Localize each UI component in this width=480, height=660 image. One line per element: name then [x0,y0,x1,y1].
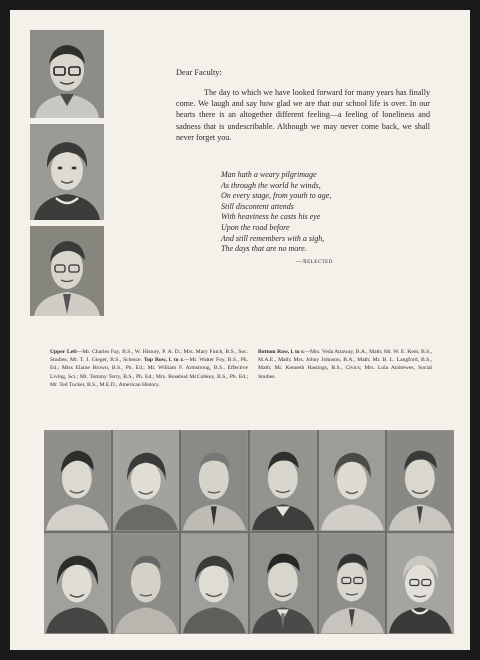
portrait-photo [44,533,111,634]
portrait-upper-left-3 [30,226,104,316]
portrait-photo [44,430,111,531]
caption-upper-left-text: —Mr. Charles Fay, B.S., W. History, P. A. D.; Mrs. Mary Futch, B.S., Soc. Studies; Mr. T. J. Gieger, B.S., Science. [50,349,249,364]
portrait-upper-left-2 [30,124,104,220]
portrait-photo [113,533,180,634]
portrait-photo [30,30,104,118]
portrait-photo [30,226,104,316]
letter-body: The day to which we have looked forward for many years has finally come. We laugh and say how glad we are that our school life is over. In our hearts there is an altogether different feeling—a feeling of loneliness and sadness that is undescribable. Although we may never come back, we shall never forget you. [176,88,430,142]
portrait-photo [387,430,454,531]
portrait-photo [319,533,386,634]
poem-credit: —Selected [296,258,333,265]
portrait-top-row-2 [113,430,180,531]
letter-greeting: Dear Faculty: [176,68,222,77]
portrait-bottom-row-5 [319,533,386,634]
portrait-photo [387,533,454,634]
portrait-photo [250,430,317,531]
caption-upper-left-label: Upper Left [50,349,77,355]
poem-line: With heaviness he casts his eye [221,212,321,222]
poem-line: The days that are no more. [221,244,307,254]
poem-line: As through the world he winds, [221,180,321,190]
caption-top-row-text: —Mr. Walter Foy, B.S., Ph. Ed.; Miss Elaine Brown, B.S., Ph. Ed.; Mr. William F. Armstrong, B.S., Effective Living, Sci.; Mr. Tommy Terry, B.S., Ph. Ed.; Mrs. Rosebud McCobkey, B.S., Ph. Ed.; Mr. Ted Tucker, B.S., M.E.D., American History. [50,357,248,388]
portrait-top-row-1 [44,430,111,531]
caption-bottom-row-label: Bottom Row, l. to r. [258,349,305,355]
poem-line: Upon the road before [221,222,290,232]
portrait-bottom-row-2 [113,533,180,634]
portrait-photo [181,533,248,634]
poem-line: And still remembers with a sigh, [221,233,325,243]
portrait-photo [30,124,104,220]
portrait-bottom-row-3 [181,533,248,634]
portrait-upper-left-1 [30,30,104,118]
poem [221,170,356,255]
portrait-photo [250,533,317,634]
caption-left-column [50,348,248,389]
portrait-photo [181,430,248,531]
faculty-photo-grid [44,430,454,634]
portrait-bottom-row-1 [44,533,111,634]
portrait-top-row-4 [250,430,317,531]
portrait-top-row-5 [319,430,386,531]
caption-top-row-label: Top Row, l. to r. [143,357,184,364]
caption-right-column [258,348,432,381]
yearbook-page [10,10,470,650]
caption-bottom-row-text: —Mrs. Veda Attaway, B.A., Math; Mr. W. E. Kent, B.S., M.A.E., Math; Mrs. Johny Johnson, B.A., Math; Mr. B. L. Langford, B.S., Math; Mr. Kenneth Hastings, B.S., Civics; Mrs. Lola Andrewes, Social Studies. [258,349,432,380]
portrait-photo [113,430,180,531]
poem-line: On every stage, from youth to age, [221,191,332,201]
portrait-bottom-row-4 [250,533,317,634]
poem-line: Still discontent attends [221,201,294,211]
portrait-top-row-3 [181,430,248,531]
portrait-photo [319,430,386,531]
portrait-bottom-row-6 [387,533,454,634]
poem-line: Man hath a weary pilgrimage [221,170,317,179]
portrait-top-row-6 [387,430,454,531]
